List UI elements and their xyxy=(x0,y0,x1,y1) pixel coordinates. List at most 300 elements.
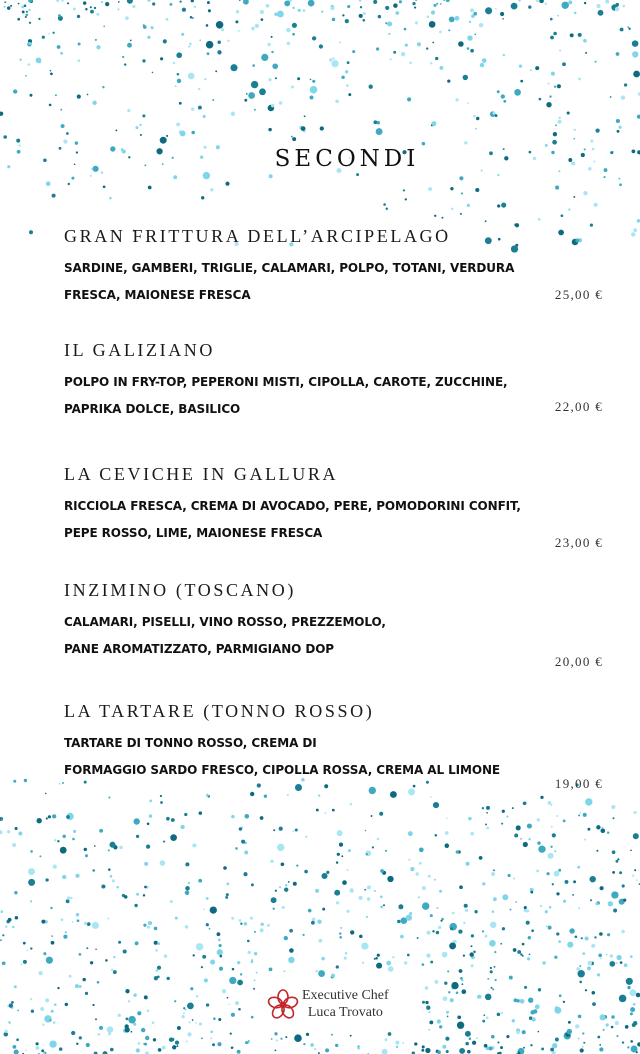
confetti-dot xyxy=(134,904,137,907)
confetti-dot xyxy=(90,6,92,8)
item-description-line: FORMAGGIO SARDO FRESCO, CIPOLLA ROSSA, CREMA AL LIMONE xyxy=(64,763,500,777)
confetti-dot xyxy=(204,78,206,80)
confetti-dot xyxy=(292,33,295,36)
confetti-dot xyxy=(149,814,152,817)
confetti-dot xyxy=(379,812,383,816)
confetti-dot xyxy=(139,124,141,126)
confetti-dot xyxy=(340,927,342,929)
confetti-dot xyxy=(558,940,561,943)
confetti-dot xyxy=(500,12,504,16)
confetti-dot xyxy=(291,136,293,138)
confetti-dot xyxy=(430,796,432,798)
confetti-dot xyxy=(92,1004,94,1006)
confetti-dot xyxy=(527,957,530,960)
confetti-dot xyxy=(69,975,72,978)
confetti-dot xyxy=(492,910,495,913)
confetti-dot xyxy=(156,969,158,971)
confetti-dot xyxy=(97,1033,100,1036)
confetti-dot xyxy=(470,952,474,956)
confetti-dot xyxy=(385,1038,388,1041)
confetti-dot xyxy=(482,1020,485,1023)
confetti-dot xyxy=(556,892,559,895)
item-description xyxy=(64,730,624,784)
confetti-dot xyxy=(203,115,206,118)
confetti-dot xyxy=(53,1021,56,1024)
confetti-dot xyxy=(167,977,170,980)
confetti-dot xyxy=(516,1031,520,1035)
confetti-dot xyxy=(601,827,603,829)
confetti-dot xyxy=(435,834,438,837)
confetti-dot xyxy=(537,818,540,821)
confetti-dot xyxy=(537,841,540,844)
confetti-dot xyxy=(442,1045,446,1049)
confetti-dot xyxy=(493,897,497,901)
confetti-dot xyxy=(325,1048,329,1052)
confetti-dot xyxy=(199,39,201,41)
confetti-dot xyxy=(575,1024,579,1028)
confetti-dot xyxy=(550,1048,554,1052)
confetti-dot xyxy=(191,17,193,19)
confetti-dot xyxy=(470,832,474,836)
confetti-dot xyxy=(138,1042,141,1045)
confetti-dot xyxy=(596,825,600,829)
confetti-dot xyxy=(463,75,468,80)
confetti-dot xyxy=(175,917,178,920)
confetti-dot xyxy=(13,89,17,93)
confetti-dot xyxy=(485,823,487,825)
confetti-dot xyxy=(261,54,268,61)
item-description-line: PANE AROMATIZZATO, PARMIGIANO DOP xyxy=(64,642,334,656)
confetti-dot xyxy=(347,5,350,8)
confetti-dot xyxy=(7,830,10,833)
confetti-dot xyxy=(1,910,4,913)
confetti-dot xyxy=(108,1032,111,1035)
item-description-line: TARTARE DI TONNO ROSSO, CREMA DI xyxy=(64,736,317,750)
confetti-dot xyxy=(518,0,520,2)
confetti-dot xyxy=(241,840,245,844)
confetti-dot xyxy=(475,128,477,130)
confetti-dot xyxy=(186,1041,188,1043)
confetti-dot xyxy=(83,978,86,981)
confetti-dot xyxy=(72,921,74,923)
confetti-dot xyxy=(54,839,56,841)
confetti-dot xyxy=(578,1037,580,1039)
confetti-dot xyxy=(471,934,474,937)
confetti-dot xyxy=(215,70,217,72)
confetti-dot xyxy=(29,230,33,234)
confetti-dot xyxy=(286,28,290,32)
confetti-dot xyxy=(552,140,557,145)
confetti-dot xyxy=(523,1047,525,1049)
confetti-dot xyxy=(425,1001,428,1004)
confetti-dot xyxy=(135,941,139,945)
confetti-dot xyxy=(610,961,616,967)
confetti-dot xyxy=(308,0,315,6)
confetti-dot xyxy=(289,929,293,933)
confetti-dot xyxy=(312,918,316,922)
confetti-dot xyxy=(546,925,548,927)
confetti-dot xyxy=(271,104,275,108)
confetti-dot xyxy=(304,870,308,874)
confetti-dot xyxy=(339,842,343,846)
confetti-dot xyxy=(636,1051,638,1053)
confetti-dot xyxy=(485,220,487,222)
confetti-dot xyxy=(284,888,288,892)
confetti-dot xyxy=(603,176,605,178)
confetti-dot xyxy=(375,957,378,960)
confetti-dot xyxy=(557,84,561,88)
confetti-dot xyxy=(52,814,56,818)
confetti-dot xyxy=(288,957,295,964)
signature-line: Executive Chef xyxy=(302,988,389,1003)
confetti-dot xyxy=(154,976,158,980)
confetti-dot xyxy=(362,962,364,964)
confetti-dot xyxy=(388,1032,392,1036)
confetti-dot xyxy=(502,18,504,20)
confetti-dot xyxy=(218,939,221,942)
confetti-dot xyxy=(386,208,388,210)
confetti-dot xyxy=(7,6,10,9)
confetti-dot xyxy=(434,879,436,881)
confetti-dot xyxy=(421,1049,424,1052)
confetti-dot xyxy=(44,1015,51,1022)
confetti-dot xyxy=(473,12,477,16)
confetti-dot xyxy=(126,1018,129,1021)
confetti-dot xyxy=(552,1043,557,1048)
confetti-dot xyxy=(35,1046,39,1050)
confetti-dot xyxy=(579,981,582,984)
confetti-dot xyxy=(264,795,267,798)
confetti-dot xyxy=(317,920,321,924)
confetti-dot xyxy=(577,866,580,869)
confetti-dot xyxy=(436,3,438,5)
confetti-dot xyxy=(634,869,636,871)
confetti-dot xyxy=(626,978,633,985)
confetti-dot xyxy=(28,868,35,875)
confetti-dot xyxy=(212,1043,215,1046)
confetti-dot xyxy=(486,806,490,810)
confetti-dot xyxy=(334,890,340,896)
confetti-dot xyxy=(196,995,199,998)
confetti-dot xyxy=(471,964,474,967)
confetti-dot xyxy=(429,1011,431,1013)
confetti-dot xyxy=(457,1021,464,1028)
confetti-dot xyxy=(491,1035,495,1039)
confetti-dot xyxy=(628,28,630,30)
confetti-dot xyxy=(529,953,531,955)
item-description xyxy=(64,609,624,663)
confetti-dot xyxy=(247,951,250,954)
item-price: 25,00 € xyxy=(554,287,603,302)
confetti-dot xyxy=(110,875,113,878)
confetti-dot xyxy=(61,918,64,921)
confetti-dot xyxy=(260,928,264,932)
confetti-dot xyxy=(113,970,117,974)
confetti-dot xyxy=(430,62,432,64)
confetti-dot xyxy=(217,1042,221,1046)
confetti-dot xyxy=(154,927,158,931)
confetti-dot xyxy=(539,98,542,101)
confetti-dot xyxy=(222,989,226,993)
confetti-dot xyxy=(239,827,242,830)
confetti-dot xyxy=(128,1000,131,1003)
confetti-dot xyxy=(429,1020,433,1024)
confetti-dot xyxy=(87,922,91,926)
confetti-dot xyxy=(122,56,124,58)
confetti-dot xyxy=(480,63,484,67)
confetti-dot xyxy=(36,1042,39,1045)
confetti-dot xyxy=(509,976,513,980)
confetti-dot xyxy=(95,948,97,950)
confetti-dot xyxy=(395,1041,399,1045)
confetti-dot xyxy=(25,75,27,77)
confetti-dot xyxy=(408,788,415,795)
confetti-dot xyxy=(510,909,512,911)
confetti-dot xyxy=(473,951,476,954)
confetti-dot xyxy=(589,876,595,882)
confetti-dot xyxy=(225,896,228,899)
confetti-dot xyxy=(590,140,593,143)
confetti-dot xyxy=(568,209,570,211)
confetti-dot xyxy=(393,3,398,8)
confetti-dot xyxy=(271,1038,273,1040)
confetti-dot xyxy=(530,1044,532,1046)
confetti-dot xyxy=(578,77,581,80)
confetti-dot xyxy=(359,896,363,900)
confetti-dot xyxy=(51,935,53,937)
confetti-dot xyxy=(77,15,80,18)
confetti-dot xyxy=(306,1033,309,1036)
confetti-dot xyxy=(607,831,609,833)
confetti-dot xyxy=(311,921,315,925)
confetti-dot xyxy=(470,49,474,53)
confetti-dot xyxy=(568,0,572,4)
confetti-dot xyxy=(232,968,235,971)
confetti-dot xyxy=(574,129,576,131)
confetti-dot xyxy=(497,174,499,176)
confetti-dot xyxy=(187,1002,194,1009)
confetti-dot xyxy=(515,901,517,903)
confetti-dot xyxy=(501,1012,503,1014)
confetti-dot xyxy=(246,93,248,95)
confetti-dot xyxy=(280,1038,282,1040)
confetti-dot xyxy=(316,809,319,812)
confetti-dot xyxy=(440,66,444,70)
confetti-dot xyxy=(253,988,255,990)
confetti-dot xyxy=(84,922,87,925)
confetti-dot xyxy=(378,15,382,19)
confetti-dot xyxy=(301,126,306,131)
confetti-dot xyxy=(275,890,277,892)
confetti-dot xyxy=(369,85,373,89)
confetti-dot xyxy=(8,918,12,922)
confetti-dot xyxy=(202,955,206,959)
confetti-dot xyxy=(492,988,494,990)
confetti-dot xyxy=(341,76,344,79)
confetti-dot xyxy=(67,896,71,900)
confetti-dot xyxy=(152,1021,155,1024)
confetti-dot xyxy=(551,826,553,828)
confetti-dot xyxy=(240,923,242,925)
confetti-dot xyxy=(181,1015,184,1018)
confetti-dot xyxy=(206,1003,209,1006)
confetti-dot xyxy=(490,970,493,973)
confetti-dot xyxy=(594,203,598,207)
confetti-dot xyxy=(30,900,32,902)
confetti-dot xyxy=(527,823,532,828)
confetti-dot xyxy=(563,900,566,903)
confetti-dot xyxy=(48,815,51,818)
confetti-dot xyxy=(495,979,497,981)
confetti-dot xyxy=(250,917,253,920)
confetti-dot xyxy=(149,800,152,803)
confetti-dot xyxy=(508,874,511,877)
confetti-dot xyxy=(522,1030,526,1034)
confetti-dot xyxy=(206,794,209,797)
item-description xyxy=(64,493,624,547)
confetti-dot xyxy=(56,0,60,2)
confetti-dot xyxy=(624,963,628,967)
confetti-dot xyxy=(305,836,307,838)
confetti-dot xyxy=(212,99,214,101)
confetti-dot xyxy=(468,817,472,821)
confetti-dot xyxy=(578,1015,582,1019)
page-title: SECONDI xyxy=(274,146,420,172)
confetti-dot xyxy=(275,1050,277,1052)
confetti-dot xyxy=(269,174,273,178)
confetti-dot xyxy=(616,52,620,56)
confetti-dot xyxy=(245,1041,248,1044)
confetti-dot xyxy=(562,62,566,66)
confetti-dot xyxy=(50,73,53,76)
confetti-dot xyxy=(376,963,382,969)
confetti-dot xyxy=(440,920,442,922)
confetti-dot xyxy=(541,1047,544,1050)
confetti-dot xyxy=(19,58,21,60)
item-description-line: POLPO IN FRY-TOP, PEPERONI MISTI, CIPOLLA, CAROTE, ZUCCHINE, xyxy=(64,375,508,389)
confetti-dot xyxy=(482,930,484,932)
confetti-dot xyxy=(136,835,139,838)
confetti-dot xyxy=(124,63,126,65)
confetti-dot xyxy=(428,1029,430,1031)
confetti-dot xyxy=(48,33,50,35)
confetti-dot xyxy=(57,987,59,989)
confetti-dot xyxy=(579,812,581,814)
confetti-dot xyxy=(407,97,411,101)
confetti-dot xyxy=(573,138,575,140)
confetti-dot xyxy=(444,982,447,985)
confetti-dot xyxy=(497,1013,501,1017)
confetti-dot xyxy=(284,936,288,940)
confetti-dot xyxy=(75,141,78,144)
confetti-dot xyxy=(450,187,453,190)
confetti-dot xyxy=(179,102,182,105)
confetti-dot xyxy=(357,1047,360,1050)
confetti-dot xyxy=(42,1023,44,1025)
confetti-dot xyxy=(17,18,20,21)
confetti-dot xyxy=(326,871,329,874)
confetti-dot xyxy=(616,119,620,123)
confetti-dot xyxy=(567,111,570,114)
confetti-dot xyxy=(329,58,332,61)
confetti-dot xyxy=(336,965,339,968)
confetti-dot xyxy=(501,203,506,208)
confetti-dot xyxy=(335,1044,338,1047)
confetti-dot xyxy=(54,1003,57,1006)
confetti-dot xyxy=(206,923,209,926)
confetti-dot xyxy=(302,9,305,12)
confetti-dot xyxy=(23,960,27,964)
confetti-dot xyxy=(166,135,168,137)
confetti-dot xyxy=(495,114,498,117)
confetti-dot xyxy=(426,931,430,935)
confetti-dot xyxy=(558,869,561,872)
confetti-dot xyxy=(483,1014,485,1016)
confetti-dot xyxy=(226,893,229,896)
confetti-dot xyxy=(274,13,277,16)
confetti-dot xyxy=(52,194,56,198)
confetti-dot xyxy=(275,77,277,79)
confetti-dot xyxy=(356,173,359,176)
confetti-dot xyxy=(523,801,527,805)
confetti-dot xyxy=(395,11,399,15)
confetti-dot xyxy=(109,197,112,200)
item-name: LA TARTARE (TONNO ROSSO) xyxy=(64,701,375,721)
confetti-dot xyxy=(291,85,294,88)
confetti-dot xyxy=(141,1028,145,1032)
confetti-dot xyxy=(459,176,463,180)
confetti-dot xyxy=(96,45,100,49)
confetti-dot xyxy=(86,1043,90,1047)
confetti-dot xyxy=(475,188,479,192)
confetti-dot xyxy=(310,1043,314,1047)
confetti-dot xyxy=(557,15,559,17)
confetti-dot xyxy=(285,1036,287,1038)
confetti-dot xyxy=(632,1023,636,1027)
confetti-dot xyxy=(38,971,42,975)
confetti-dot xyxy=(85,854,88,857)
confetti-dot xyxy=(86,947,88,949)
confetti-dot xyxy=(491,987,493,989)
confetti-dot xyxy=(590,899,592,901)
confetti-dot xyxy=(62,835,65,838)
item-price: 19,00 € xyxy=(554,776,603,791)
confetti-dot xyxy=(57,840,59,842)
confetti-dot xyxy=(621,96,625,100)
confetti-dot xyxy=(367,885,371,889)
confetti-dot xyxy=(350,930,354,934)
confetti-dot xyxy=(514,834,518,838)
confetti-dot xyxy=(629,989,636,996)
confetti-dot xyxy=(563,1001,565,1003)
confetti-dot xyxy=(231,917,234,920)
confetti-dot xyxy=(45,998,49,1002)
menu-item xyxy=(64,339,624,423)
confetti-dot xyxy=(464,141,467,144)
confetti-dot xyxy=(235,847,238,850)
confetti-dot xyxy=(393,51,396,54)
confetti-dot xyxy=(8,1021,10,1023)
confetti-dot xyxy=(448,991,450,993)
confetti-dot xyxy=(284,0,290,6)
confetti-dot xyxy=(67,2,69,4)
confetti-dot xyxy=(623,899,626,902)
confetti-dot xyxy=(517,950,521,954)
confetti-dot xyxy=(112,879,115,882)
confetti-dot xyxy=(550,846,552,848)
confetti-dot xyxy=(282,906,285,909)
confetti-dot xyxy=(125,1027,130,1032)
